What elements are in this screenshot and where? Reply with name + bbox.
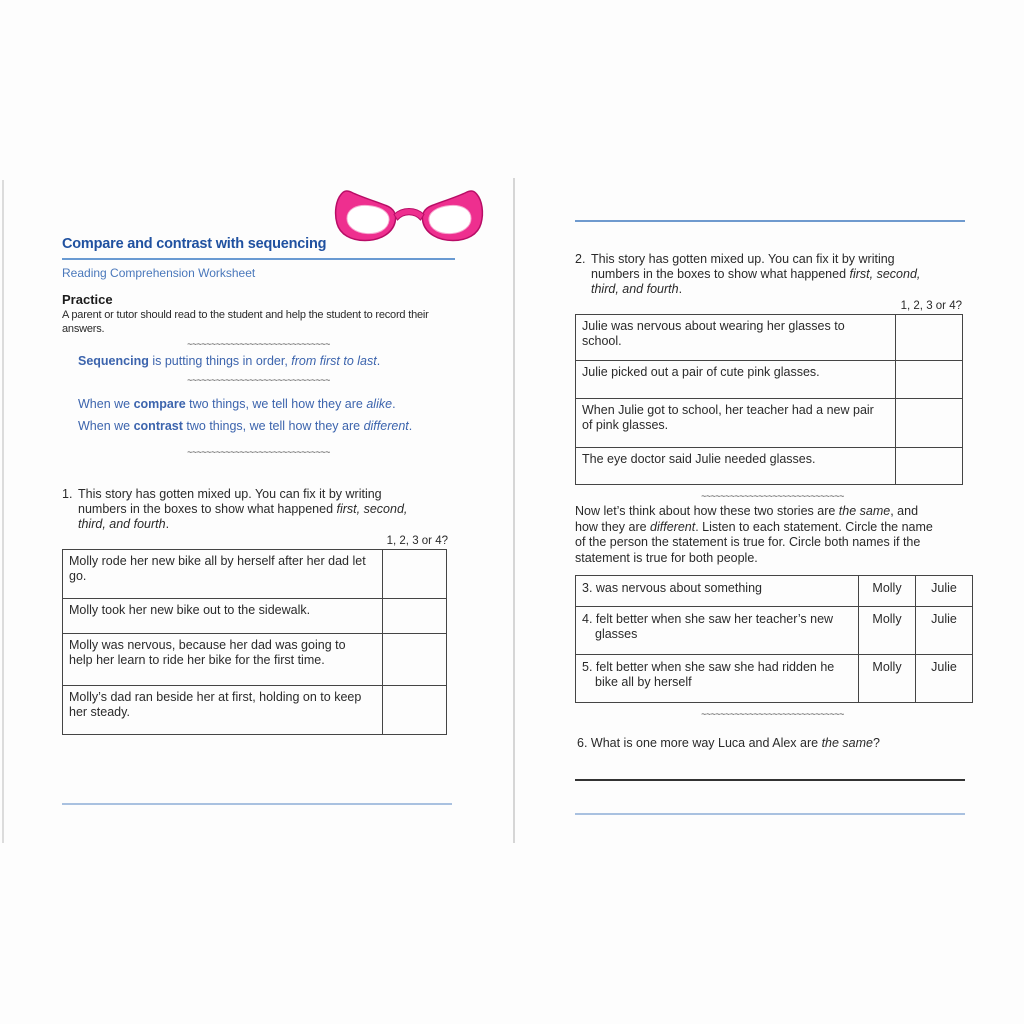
answer-box <box>383 686 447 735</box>
page-right <box>575 178 970 878</box>
q1-sequencing-table <box>62 549 447 735</box>
squiggle-separator: ~~~~~~~~~~~~~~~~~~~~~~~~~~~~~~ <box>187 447 330 457</box>
squiggle-separator: ~~~~~~~~~~~~~~~~~~~~~~~~~~~~~~ <box>701 709 844 719</box>
squiggle-separator: ~~~~~~~~~~~~~~~~~~~~~~~~~~~~~~ <box>187 339 330 349</box>
statement-cell: 4. felt better when she saw her teacher’s new glasses <box>576 607 859 655</box>
statement-cell: Molly rode her new bike all by herself after her dad let go. <box>63 550 383 599</box>
table-row <box>576 655 973 703</box>
question-2-text: This story has gotten mixed up. You can fix it by writing numbers in the boxes to show what happened first, second, third, and fourth. <box>591 252 921 296</box>
sequencing-definition: Sequencing is putting things in order, from first to last. <box>78 354 381 368</box>
answer-box <box>896 448 963 485</box>
answer-box <box>896 315 963 361</box>
question-1-number: 1. <box>62 487 73 501</box>
name-option-julie: Julie <box>916 607 973 655</box>
title-underline <box>62 258 455 260</box>
table-row <box>576 361 963 399</box>
statement-cell: The eye doctor said Julie needed glasses. <box>576 448 896 485</box>
statement-cell: 5. felt better when she saw she had ridden he bike all by herself <box>576 655 859 703</box>
worksheet-title: Compare and contrast with sequencing <box>62 236 327 252</box>
q6-answer-line <box>575 779 965 781</box>
statement-cell: Molly’s dad ran beside her at first, holding on to keep her steady. <box>63 686 383 735</box>
contrast-definition: When we contrast two things, we tell how they are different. <box>78 419 413 433</box>
statement-cell: When Julie got to school, her teacher had a new pair of pink glasses. <box>576 399 896 448</box>
answer-box <box>383 550 447 599</box>
answer-box <box>896 399 963 448</box>
statement-cell: 3. was nervous about something <box>576 576 859 607</box>
page-left <box>62 178 455 878</box>
name-option-molly: Molly <box>859 607 916 655</box>
table-row <box>576 576 973 607</box>
table-row <box>576 399 963 448</box>
squiggle-separator: ~~~~~~~~~~~~~~~~~~~~~~~~~~~~~~ <box>701 491 844 501</box>
squiggle-separator: ~~~~~~~~~~~~~~~~~~~~~~~~~~~~~~ <box>187 375 330 385</box>
name-option-molly: Molly <box>859 576 916 607</box>
practice-heading: Practice <box>62 292 113 307</box>
name-option-julie: Julie <box>916 655 973 703</box>
question-1-text: This story has gotten mixed up. You can fix it by writing numbers in the boxes to show what happened first, second, third, and fourth. <box>78 487 408 531</box>
table-row <box>576 315 963 361</box>
table-row <box>63 686 447 735</box>
statement-cell: Julie picked out a pair of cute pink glasses. <box>576 361 896 399</box>
question-2-number: 2. <box>575 252 586 266</box>
q2-box-label: 1, 2, 3 or 4? <box>900 300 962 312</box>
page-top-line <box>575 220 965 222</box>
table-row <box>63 599 447 634</box>
table-row <box>63 634 447 686</box>
q2-sequencing-table <box>575 314 963 485</box>
statement-cell: Julie was nervous about wearing her glasses to school. <box>576 315 896 361</box>
contrast-term: contrast <box>133 419 183 433</box>
statement-cell: Molly took her new bike out to the sidewalk. <box>63 599 383 634</box>
page-footer-line <box>62 803 452 805</box>
compare-contrast-intro: Now let’s think about how these two stories are the same, and how they are different. Listen to each statement. Circle the name of the person the statement is true for. Circle both names if the statement is true for both people. <box>575 504 933 565</box>
worksheet-subtitle: Reading Comprehension Worksheet <box>62 266 256 280</box>
statement-cell: Molly was nervous, because her dad was going to help her learn to ride her bike for the first time. <box>63 634 383 686</box>
page-footer-line <box>575 813 965 815</box>
circle-names-table <box>575 575 973 703</box>
question-1 <box>62 487 455 532</box>
table-row <box>576 448 963 485</box>
answer-box <box>383 599 447 634</box>
answer-box <box>383 634 447 686</box>
table-row <box>576 607 973 655</box>
name-option-molly: Molly <box>859 655 916 703</box>
compare-definition: When we compare two things, we tell how they are alike. <box>78 397 396 411</box>
practice-instructions: A parent or tutor should read to the student and help the student to record their answers. <box>62 309 429 335</box>
q1-box-label: 1, 2, 3 or 4? <box>386 535 448 547</box>
page-left-edge <box>2 180 4 843</box>
pink-glasses-image <box>334 186 484 246</box>
sequencing-term: Sequencing <box>78 354 149 368</box>
question-2 <box>575 252 970 297</box>
name-option-julie: Julie <box>916 576 973 607</box>
page-divider <box>513 178 515 843</box>
table-row <box>63 550 447 599</box>
answer-box <box>896 361 963 399</box>
compare-term: compare <box>133 397 186 411</box>
question-6: 6. What is one more way Luca and Alex are the same? <box>577 736 880 750</box>
